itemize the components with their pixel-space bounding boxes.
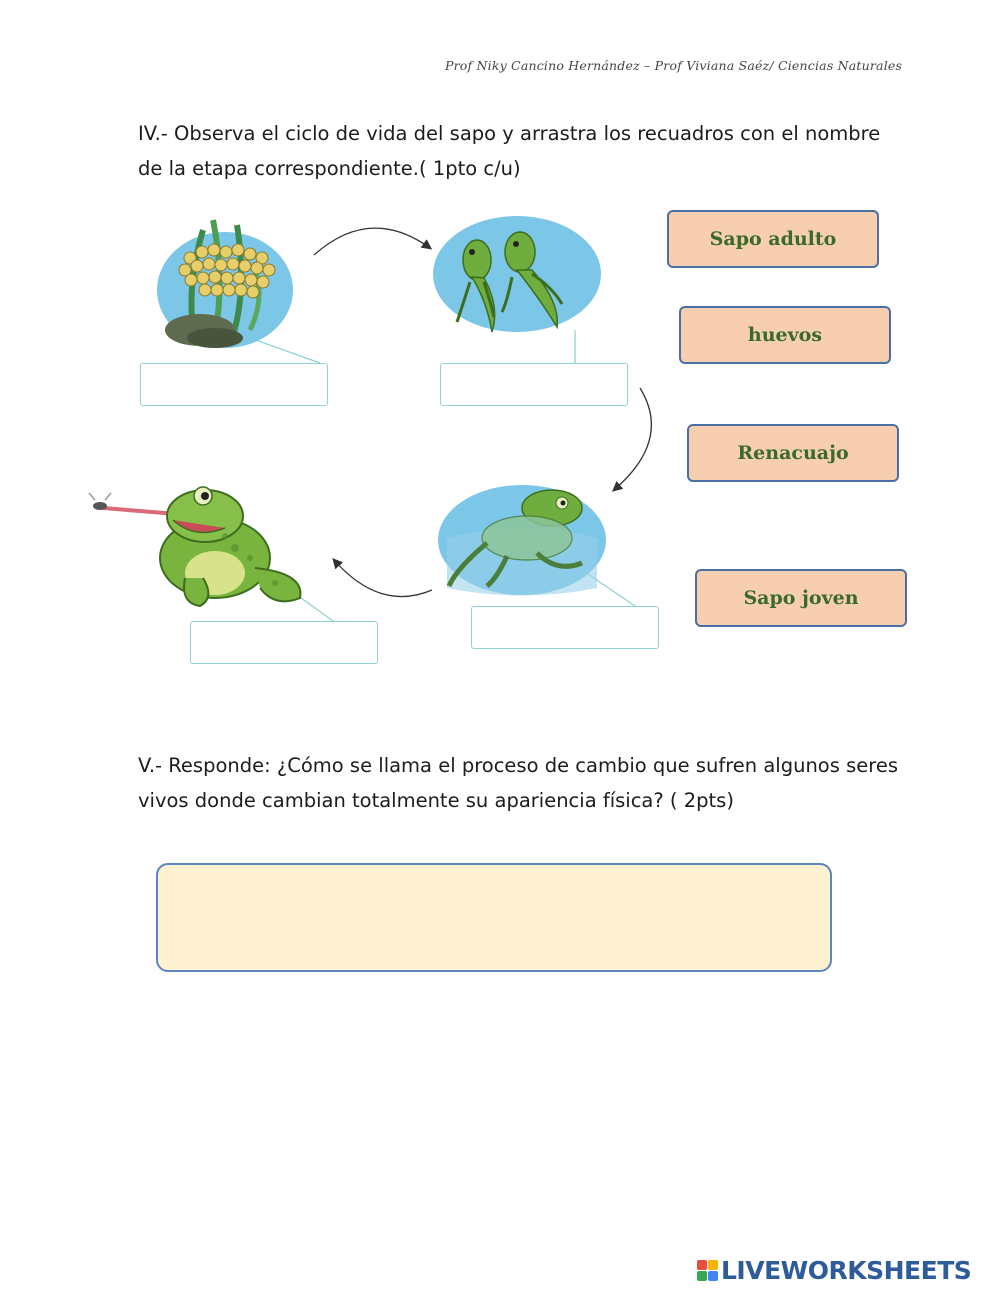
header-credit: Prof Niky Cancino Hernández – Prof Viviana Saéz/ Ciencias Naturales [445, 58, 903, 73]
tadpoles-illustration [432, 212, 602, 347]
cycle-arrow-icon [314, 228, 430, 255]
drop-box-tadpoles[interactable] [440, 363, 628, 406]
chip-sapo-joven[interactable]: Sapo joven [695, 569, 907, 627]
drop-box-eggs[interactable] [140, 363, 328, 406]
question-iv: IV.- Observa el ciclo de vida del sapo y arrastra los recuadros con el nombre de la etapa correspondiente.( 1pto c/u) [138, 122, 881, 180]
drop-box-adult-frog[interactable] [190, 621, 378, 664]
chip-renacuajo[interactable]: Renacuajo [687, 424, 899, 482]
brand-mark-icon [697, 1260, 718, 1281]
answer-input[interactable] [156, 863, 832, 972]
adult-frog-illustration [85, 478, 310, 613]
chip-sapo-adulto[interactable]: Sapo adulto [667, 210, 879, 268]
liveworksheets-logo [697, 1256, 971, 1285]
chip-huevos[interactable]: huevos [679, 306, 891, 364]
drop-box-young-frog[interactable] [471, 606, 659, 649]
brand-name: LIVEWORKSHEETS [721, 1256, 972, 1285]
question-v: V.- Responde: ¿Cómo se llama el proceso de cambio que sufren algunos seres vivos donde cambian totalmente su apariencia física? ( 2pts) [138, 754, 898, 812]
cycle-arrow-icon [334, 560, 432, 597]
young-frog-illustration [437, 478, 607, 606]
eggs-illustration [155, 210, 295, 355]
